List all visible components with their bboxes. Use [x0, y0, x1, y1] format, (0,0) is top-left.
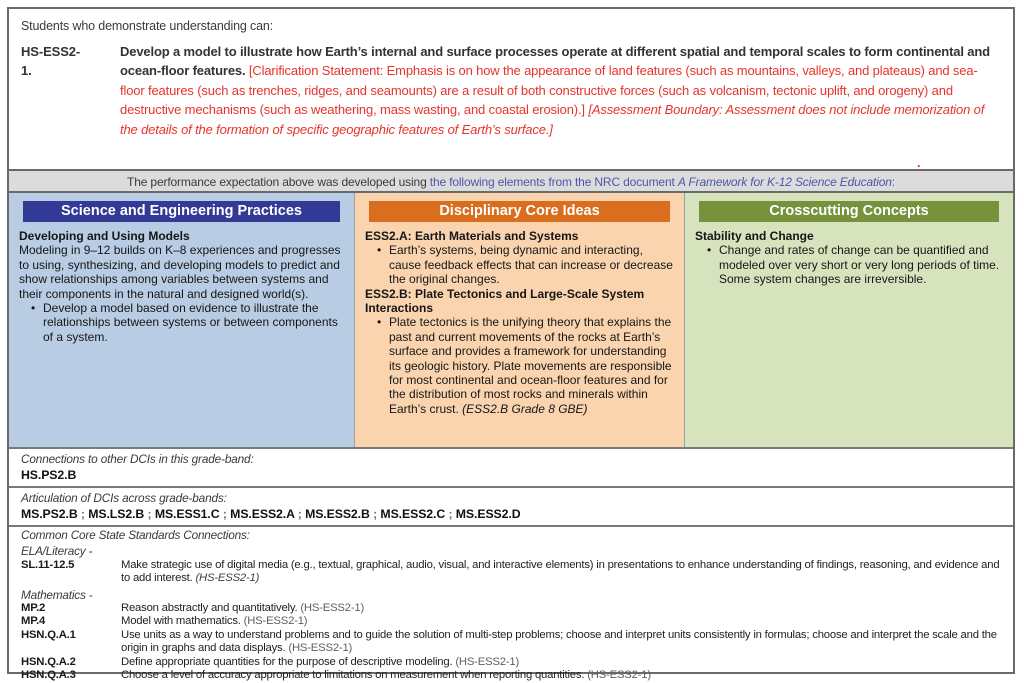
- framework-doc-title[interactable]: A Framework for K-12 Science Education: [677, 175, 892, 189]
- three-dimensions-columns: [9, 191, 1013, 447]
- column-header-science-and-engineering-practices: Science and Engineering Practices: [23, 201, 340, 222]
- bullet-item: • Earth’s systems, being dynamic and interacting, cause feedback effects that can increase or decrease the original changes.: [389, 243, 675, 286]
- bullet-list: [19, 301, 345, 344]
- framework-link[interactable]: the following elements from the NRC document: [429, 175, 675, 189]
- code-separator: ;: [369, 507, 381, 521]
- cc-code: HSN.Q.A.1: [21, 628, 76, 641]
- cc-code: MP.2: [21, 602, 46, 615]
- banner-prefix: The performance expectation above was developed using: [127, 175, 427, 189]
- column-crosscutting-concepts: [684, 193, 1013, 447]
- cc-standard-row: [21, 615, 1001, 628]
- intro-text: Students who demonstrate understanding can:: [21, 19, 274, 33]
- cc-standard-row: [21, 602, 1001, 615]
- connections-section: [9, 447, 1013, 525]
- cc-description: Choose a level of accuracy appropriate to limitations on measurement when reporting quantities. (HS-ESS2-1): [121, 669, 651, 682]
- connections-other-dcis-row: [9, 447, 1013, 486]
- cc-standard-row: [21, 669, 1001, 682]
- cc-pe-reference: (HS-ESS2-1): [587, 669, 651, 682]
- cc-description: Define appropriate quantities for the purpose of descriptive modeling. (HS-ESS2-1): [121, 655, 520, 668]
- dci-code: HS.PS2.B: [21, 468, 77, 482]
- dci-code: MS.ESS1.C: [154, 507, 220, 521]
- cc-description: Make strategic use of digital media (e.g., textual, graphical, audio, visual, and interactive elements) in presentations to enhance understanding of findings, reasoning, and evidence and to add interest. (HS-ESS2-1): [121, 558, 1000, 585]
- code-separator: ;: [445, 507, 456, 521]
- code-separator: ;: [77, 507, 89, 521]
- bullet-item: • Develop a model based on evidence to illustrate the relationships between systems or between components of a system.: [43, 301, 345, 344]
- assessment-boundary: [Assessment Boundary: Assessment does not include memorization of the details of the formation of specific geographic features of Earth’s surface.]: [120, 102, 985, 137]
- cc-pe-reference: (HS-ESS2-1): [243, 615, 308, 628]
- column-header-disciplinary-core-ideas: Disciplinary Core Ideas: [369, 201, 670, 222]
- connection-row-codes: [21, 466, 1001, 482]
- code-separator: ;: [219, 507, 231, 521]
- articulation-dcis-row: [9, 486, 1013, 525]
- connection-row-label: Articulation of DCIs across grade-bands:: [21, 491, 227, 505]
- bullet-list: [695, 243, 1004, 286]
- cc-standard-row: [21, 559, 1001, 586]
- pe-text: [120, 42, 1001, 139]
- stray-red-mark: .: [917, 155, 921, 170]
- cc-group-name: ELA/Literacy -: [21, 544, 93, 559]
- bullet-note: (ESS2.B Grade 8 GBE): [462, 401, 588, 416]
- connection-row-codes: [21, 505, 1001, 521]
- dci-code: MS.PS2.B: [21, 507, 78, 521]
- cc-code: SL.11-12.5: [21, 558, 75, 571]
- cc-description: Use units as a way to understand problems and to guide the solution of multi-step problems; choose and interpret units consistently in formulas; choose and interpret the scale and the origin in graphs and data displays. (HS-ESS2-1): [121, 628, 997, 655]
- bullet-item: • Plate tectonics is the unifying theory that explains the past and current movements of the rocks at Earth’s surface and provides a framework for understanding its geologic history. Plate movements are responsible for most continental and ocean-floor features and for the distribution of most rocks and minerals within Earth’s crust. (ESS2.B Grade 8 GBE): [389, 315, 675, 416]
- bullet-item: • Change and rates of change can be quantified and modeled over very short or very long periods of time. Some system changes are irreversible.: [719, 243, 1004, 286]
- column-science-and-engineering-practices: [9, 193, 354, 447]
- pe-code: HS-ESS2-1.: [21, 44, 81, 79]
- cc-group-name: Mathematics -: [21, 587, 93, 602]
- cc-description: Reason abstractly and quantitatively. (HS-ESS2-1): [121, 602, 365, 615]
- section-heading: ESS2.A: Earth Materials and Systems: [365, 229, 579, 243]
- column-content: [685, 227, 1013, 287]
- dci-code: MS.ESS2.A: [230, 507, 295, 521]
- section-body: Modeling in 9–12 builds on K–8 experiences and progresses to using, synthesizing, and developing models to predict and show relationships among variables between systems and their components in the natural and designed world(s).: [19, 243, 341, 301]
- ngss-standard-sheet: [7, 7, 1015, 682]
- cc-pe-reference: (HS-ESS2-1): [455, 655, 520, 668]
- column-content: [9, 227, 354, 344]
- dci-code: MS.ESS2.D: [455, 507, 521, 521]
- cc-code: HSN.Q.A.3: [21, 669, 76, 682]
- cc-pe-reference: (HS-ESS2-1): [300, 602, 365, 615]
- cc-standard-row: [21, 656, 1001, 669]
- cc-code: MP.4: [21, 615, 46, 628]
- section-heading: Stability and Change: [695, 229, 814, 243]
- column-disciplinary-core-ideas: [354, 193, 684, 447]
- cc-pe-reference: (HS-ESS2-1): [288, 642, 353, 655]
- framework-banner: [9, 169, 1013, 191]
- clarification-statement: [Clarification Statement: Emphasis is on how the appearance of land features (such as mountains, valleys, and plateaus) and sea-floor features (such as trenches, ridges, and seamounts) are a result of both constructive forces (such as volcanism, tectonic uplift, and orogeny) and destructive mechanisms (such as weathering, mass wasting, and coastal erosion).]: [120, 63, 978, 118]
- dci-code: MS.ESS2.B: [305, 507, 370, 521]
- bullet-list: [365, 243, 675, 286]
- dci-code: MS.LS2.B: [88, 507, 145, 521]
- performance-expectation-row: [21, 42, 1001, 139]
- cc-description: Model with mathematics. (HS-ESS2-1): [121, 615, 308, 628]
- common-core-section: [9, 525, 1013, 682]
- cc-code: HSN.Q.A.2: [21, 655, 76, 668]
- common-core-label: Common Core State Standards Connections:: [21, 528, 250, 542]
- performance-expectation-section: [9, 9, 1013, 169]
- pe-statement: Develop a model to illustrate how Earth’s internal and surface processes operate at different spatial and temporal scales to form continental and ocean-floor features.: [120, 44, 990, 79]
- dci-code: MS.ESS2.C: [380, 507, 446, 521]
- code-separator: ;: [144, 507, 155, 521]
- column-content: [355, 227, 684, 416]
- section-heading: ESS2.B: Plate Tectonics and Large-Scale System Interactions: [365, 286, 645, 316]
- column-header-crosscutting-concepts: Crosscutting Concepts: [699, 201, 999, 222]
- connection-row-label: Connections to other DCIs in this grade-band:: [21, 452, 254, 466]
- cc-pe-reference: (HS-ESS2-1): [195, 572, 260, 585]
- banner-suffix: :: [891, 175, 895, 189]
- cc-standard-row: [21, 629, 1001, 656]
- bullet-list: [365, 315, 675, 416]
- code-separator: ;: [294, 507, 306, 521]
- section-heading: Developing and Using Models: [19, 229, 190, 243]
